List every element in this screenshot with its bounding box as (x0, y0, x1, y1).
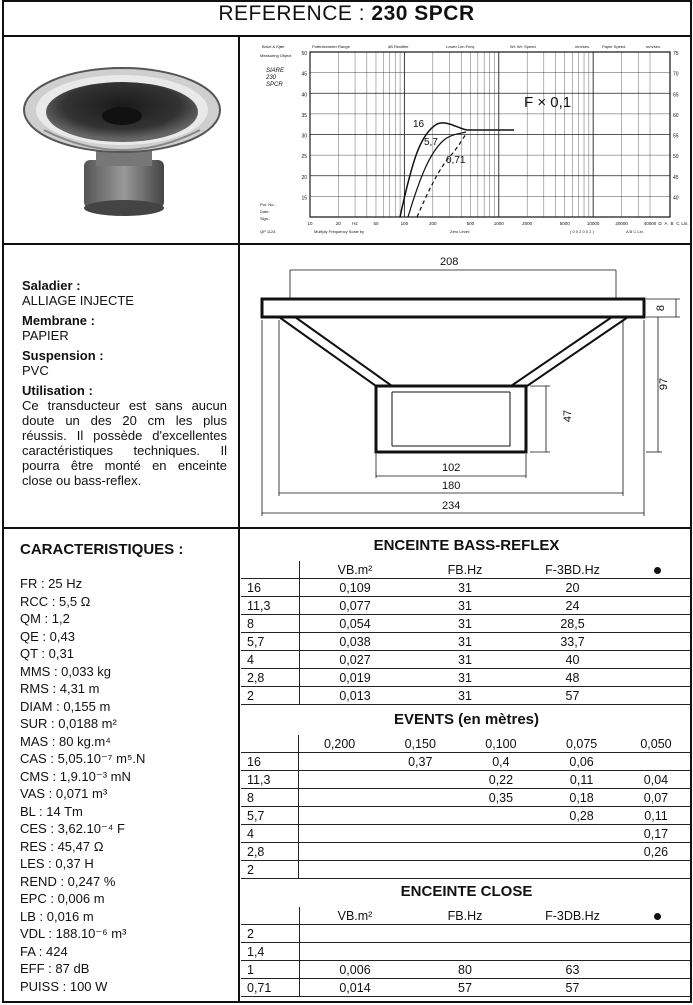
spec-item: EFF : 87 dB (20, 961, 90, 976)
table-cell (300, 943, 411, 961)
table-header-cell: VB.m² (300, 907, 411, 925)
curve-label-16: 16 (413, 119, 425, 130)
table-cell: 63 (520, 961, 625, 979)
freq-tick: 200 (429, 221, 437, 226)
table-cell (299, 825, 380, 843)
table-cell: 0,35 (461, 789, 542, 807)
prop-label-saladier: Saladier : (22, 278, 81, 293)
table-header-cell: VB.m² (300, 561, 411, 579)
closed-table (241, 907, 690, 997)
db-tick-right: 40 (673, 195, 679, 202)
db-tick-left: 25 (301, 154, 307, 161)
table-row (241, 597, 690, 615)
table-cell (380, 807, 461, 825)
table-cell: 0,22 (461, 771, 542, 789)
table-cell (625, 687, 690, 705)
dim-flange: 8 (655, 304, 668, 312)
table-cell: 4 (241, 825, 299, 843)
freq-tick: 10000 (586, 221, 600, 226)
freq-tick: A (664, 221, 668, 226)
table-cell (380, 843, 461, 861)
table-header-cell: 0,050 (622, 735, 690, 753)
table-cell (380, 789, 461, 807)
table-cell: 0,11 (541, 771, 622, 789)
table-cell: 11,3 (241, 771, 299, 789)
spec-item: VAS : 0,071 m³ (20, 786, 108, 801)
spec-item: MAS : 80 kg.m⁴ (20, 733, 111, 749)
table-cell (625, 651, 690, 669)
table-row (241, 943, 690, 961)
freq-tick: 40000 (643, 221, 657, 226)
table-row (241, 771, 690, 789)
graph-top-label-4: Lower Lim.Freq. (446, 44, 475, 49)
table-cell (625, 961, 690, 979)
table-cell (461, 861, 542, 879)
table-row (241, 979, 690, 997)
table-cell: 33,7 (520, 633, 625, 651)
table-cell (622, 753, 690, 771)
db-tick-right: 55 (673, 133, 679, 140)
table-row (241, 807, 690, 825)
table-cell (380, 861, 461, 879)
table-cell: 31 (410, 633, 520, 651)
table-cell: 0,077 (300, 597, 411, 615)
speaker-properties (22, 278, 227, 488)
freq-tick: Lin. (681, 221, 689, 226)
prop-value-suspension: PVC (22, 363, 49, 378)
table-header-cell (241, 735, 299, 753)
spec-item: FR : 25 Hz (20, 576, 83, 591)
dim-magnet-height: 47 (562, 409, 575, 423)
prop-value-utilisation: Ce transducteur est sans aucun doute un des 20 cm les plus réussis. Il possède d'excellentes caractéristiques techniques. Il pourra être monté en enceinte close ou bass-reflex. (22, 398, 227, 488)
table-cell (300, 925, 411, 943)
table-cell: 0,18 (541, 789, 622, 807)
graph-top-label-2: Potentiometer Range (312, 44, 350, 49)
db-tick-right: 50 (673, 154, 679, 161)
spec-item: FA : 424 (20, 943, 68, 959)
prop-label-suspension: Suspension : (22, 348, 104, 363)
table-cell (625, 669, 690, 687)
spec-item: EPC : 0,006 m (20, 891, 105, 906)
table-cell: 0,054 (300, 615, 411, 633)
table-cell (625, 925, 690, 943)
dot-icon-cell (625, 561, 690, 579)
table-cell (541, 825, 622, 843)
table-cell: 31 (410, 687, 520, 705)
table-cell: 0,038 (300, 633, 411, 651)
spec-item: QT : 0,31 (20, 646, 74, 661)
prop-value-membrane: PAPIER (22, 328, 69, 343)
graph-top-label-6: mm/sec. (575, 44, 591, 49)
table-cell (622, 861, 690, 879)
spec-item: RMS : 4,31 m (20, 681, 100, 696)
table-header-cell: 0,150 (380, 735, 461, 753)
spec-item: DIAM : 0,155 m (20, 698, 111, 714)
table-header-cell (241, 561, 300, 579)
table-row (241, 961, 690, 979)
table-cell: 16 (241, 753, 299, 771)
db-tick-right: 75 (673, 51, 679, 57)
table-cell: 0,027 (300, 651, 411, 669)
table-cell: 4 (241, 651, 300, 669)
table-cell: 0,109 (300, 579, 411, 597)
table-cell: 31 (410, 669, 520, 687)
table-cell (299, 789, 380, 807)
table-cell: 0,71 (241, 979, 300, 997)
table-cell: 57 (520, 687, 625, 705)
table-cell (625, 579, 690, 597)
table-row (241, 687, 690, 705)
spec-item: QE : 0,43 (20, 628, 75, 644)
spec-item: MMS : 0,033 kg (20, 663, 112, 679)
freq-tick: C (676, 221, 680, 226)
table-cell (541, 843, 622, 861)
table-cell (299, 753, 380, 771)
table-cell: 5,7 (241, 807, 299, 825)
freq-tick: B (670, 221, 674, 226)
bass-reflex-table (241, 561, 690, 705)
spec-item: CAS : 5,05.10⁻⁷ m⁵.N (20, 751, 146, 766)
table-cell: 8 (241, 615, 300, 633)
table-header-row (241, 561, 690, 579)
spec-item: BL : 14 Tm (20, 803, 83, 819)
table-cell: 0,019 (300, 669, 411, 687)
table-cell (625, 615, 690, 633)
freq-tick: Hz (352, 221, 358, 226)
divider-row2 (2, 527, 692, 529)
freq-tick: 10 (307, 221, 313, 226)
table-cell (541, 861, 622, 879)
graph-top-label-3: dB Rectifier (388, 44, 409, 49)
table-cell: 0,26 (622, 843, 690, 861)
spec-item: QM : 1,2 (20, 611, 70, 626)
table-cell: 2 (241, 925, 300, 943)
table-cell (299, 771, 380, 789)
table-header-cell: F-3DB.Hz (520, 907, 625, 925)
page-title (0, 0, 693, 36)
table-cell: 40 (520, 651, 625, 669)
table-cell: 57 (520, 979, 625, 997)
graph-footer-multiply: Multiply Frequency Scale by (314, 229, 365, 234)
table-cell: 31 (410, 597, 520, 615)
table-cell (461, 807, 542, 825)
spec-item: CES : 3,62.10⁻⁴ F (20, 821, 125, 836)
db-tick-left: 45 (301, 71, 307, 78)
db-tick-right: 70 (673, 71, 679, 78)
dim-depth: 97 (658, 377, 671, 391)
table-cell (461, 843, 542, 861)
db-tick-left: 15 (301, 195, 307, 202)
freq-tick: 20000 (615, 221, 628, 226)
dim-magnet-width: 102 (442, 462, 461, 474)
table-cell: 2,8 (241, 843, 299, 861)
db-tick-left: 40 (301, 92, 307, 99)
table-cell: 48 (520, 669, 625, 687)
freq-tick: D (658, 221, 662, 226)
db-tick-right: 45 (673, 174, 679, 181)
table-cell: 0,06 (541, 753, 622, 771)
graph-footer-zero: Zero Level: (450, 229, 471, 234)
table-cell: 16 (241, 579, 300, 597)
dot-icon (654, 567, 661, 574)
table-cell (520, 925, 625, 943)
table-cell (410, 925, 520, 943)
table-row (241, 789, 690, 807)
dim-inner-width: 180 (442, 480, 461, 492)
table-header-cell: FB.Hz (410, 561, 520, 579)
table-cell: 0,37 (380, 753, 461, 771)
graph-bottom-left-1: Pot. No.: (260, 202, 276, 207)
table-row (241, 861, 690, 879)
spec-item: RES : 45,47 Ω (20, 838, 104, 854)
spec-item: REND : 0,247 % (20, 873, 116, 889)
frequency-response-graph (252, 42, 689, 237)
freq-tick: 1000 (493, 221, 504, 226)
closed-title: ENCEINTE CLOSE (400, 883, 533, 900)
graph-grid (301, 51, 688, 226)
table-cell: 1 (241, 961, 300, 979)
table-header-row (241, 735, 690, 753)
table-cell: 2,8 (241, 669, 300, 687)
freq-tick: 50 (373, 221, 379, 226)
table-cell (410, 943, 520, 961)
table-row (241, 579, 690, 597)
db-tick-left: 20 (301, 174, 307, 181)
curve-label-0-71: 0,71 (446, 155, 466, 166)
table-cell (625, 943, 690, 961)
graph-top-label-8: mm/sec. (646, 44, 662, 49)
specs-list (20, 575, 145, 995)
specs-title: CARACTERISTIQUES : (20, 541, 184, 558)
graph-footer-code: QP 1124 (260, 229, 276, 234)
table-cell: 0,4 (461, 753, 542, 771)
table-cell (380, 825, 461, 843)
speaker-photo (14, 60, 224, 220)
table-header-cell: 0,075 (541, 735, 622, 753)
events-table (241, 735, 690, 879)
table-cell: 0,07 (622, 789, 690, 807)
table-row (241, 651, 690, 669)
table-header-cell: 0,100 (461, 735, 542, 753)
bass-reflex-title: ENCEINTE BASS-REFLEX (373, 537, 560, 554)
table-cell: 0,013 (300, 687, 411, 705)
table-row (241, 925, 690, 943)
spec-item: RCC : 5,5 Ω (20, 593, 91, 609)
table-cell: 28,5 (520, 615, 625, 633)
spec-item: VDL : 188.10⁻⁶ m³ (20, 926, 127, 941)
graph-bottom-left-2: Date: (260, 209, 270, 214)
title-prefix: REFERENCE : (218, 2, 372, 25)
model-name: 230 SPCR (371, 2, 475, 25)
dot-icon-cell (625, 907, 690, 925)
divider-row1 (2, 243, 692, 245)
table-cell: 11,3 (241, 597, 300, 615)
table-header-cell: 0,200 (299, 735, 380, 753)
freq-tick: 2000 (522, 221, 533, 226)
prop-value-saladier: ALLIAGE INJECTE (22, 293, 134, 308)
curve-16 (400, 123, 514, 217)
table-header-cell: F-3BD.Hz (520, 561, 625, 579)
table-cell (520, 943, 625, 961)
dim-outer-width: 234 (442, 500, 461, 512)
table-cell (380, 771, 461, 789)
table-cell: 31 (410, 615, 520, 633)
prop-label-utilisation: Utilisation : (22, 383, 93, 398)
freq-tick: 500 (466, 221, 475, 226)
table-cell: 0,11 (622, 807, 690, 825)
table-cell: 0,28 (541, 807, 622, 825)
table-row (241, 843, 690, 861)
events-title: EVENTS (en mètres) (393, 711, 540, 728)
spec-item: LB : 0,016 m (20, 908, 94, 924)
table-cell: 80 (410, 961, 520, 979)
spec-item: CMS : 1,9.10⁻³ mN (20, 768, 131, 784)
db-tick-left: 35 (301, 112, 307, 119)
divider-column (238, 35, 240, 1003)
table-cell: 57 (410, 979, 520, 997)
table-cell (299, 861, 380, 879)
table-header-cell: FB.Hz (410, 907, 520, 925)
graph-top-label-5: Wr. Wr. Speed (510, 44, 536, 49)
spec-item: PUISS : 100 W (20, 978, 108, 994)
table-cell: 24 (520, 597, 625, 615)
freq-tick: 100 (400, 221, 409, 226)
table-cell (625, 633, 690, 651)
table-cell: 0,014 (300, 979, 411, 997)
table-cell (299, 807, 380, 825)
dimension-drawing (250, 250, 688, 522)
db-tick-left: 50 (301, 51, 307, 57)
spec-item: SUR : 0,0188 m² (20, 716, 117, 731)
table-cell: 0,17 (622, 825, 690, 843)
graph-measuring-object: Measuring Object (260, 53, 292, 58)
graph-footer-range: ( 0 0 2 0 0 2 ) (570, 229, 594, 234)
table-cell: 0,04 (622, 771, 690, 789)
graph-footer-abc: A B C Lin. (626, 229, 644, 234)
table-cell: 31 (410, 579, 520, 597)
table-cell (461, 825, 542, 843)
graph-bottom-left-3: Sign.: (260, 216, 271, 221)
prop-label-membrane: Membrane : (22, 313, 95, 328)
table-cell: 5,7 (241, 633, 300, 651)
graph-handwritten-note: SIARE 230 SPCR (266, 68, 285, 88)
table-cell (625, 979, 690, 997)
table-row (241, 633, 690, 651)
table-cell (625, 597, 690, 615)
table-cell: 1,4 (241, 943, 300, 961)
table-cell: 31 (410, 651, 520, 669)
graph-top-label-1: Brüel & Kjær (262, 44, 285, 49)
db-tick-right: 65 (673, 92, 679, 99)
db-tick-left: 30 (301, 133, 307, 140)
table-row (241, 753, 690, 771)
table-cell: 2 (241, 861, 299, 879)
graph-annotation: F × 0,1 (524, 94, 572, 111)
dim-top-width: 208 (440, 256, 459, 268)
table-header-row (241, 907, 690, 925)
freq-tick: 20 (335, 221, 341, 226)
table-cell: 20 (520, 579, 625, 597)
table-cell: 8 (241, 789, 299, 807)
table-row (241, 669, 690, 687)
table-cell (299, 843, 380, 861)
dot-icon (654, 913, 661, 920)
freq-tick: 5000 (559, 221, 570, 226)
curve-label-5-7: 5,7 (424, 137, 438, 148)
db-tick-right: 60 (673, 112, 679, 119)
table-header-cell (241, 907, 300, 925)
graph-top-label-7: Paper Speed (602, 44, 626, 49)
table-cell: 0,006 (300, 961, 411, 979)
table-row (241, 825, 690, 843)
spec-item: LES : 0,37 H (20, 856, 94, 871)
table-row (241, 615, 690, 633)
table-cell: 2 (241, 687, 300, 705)
